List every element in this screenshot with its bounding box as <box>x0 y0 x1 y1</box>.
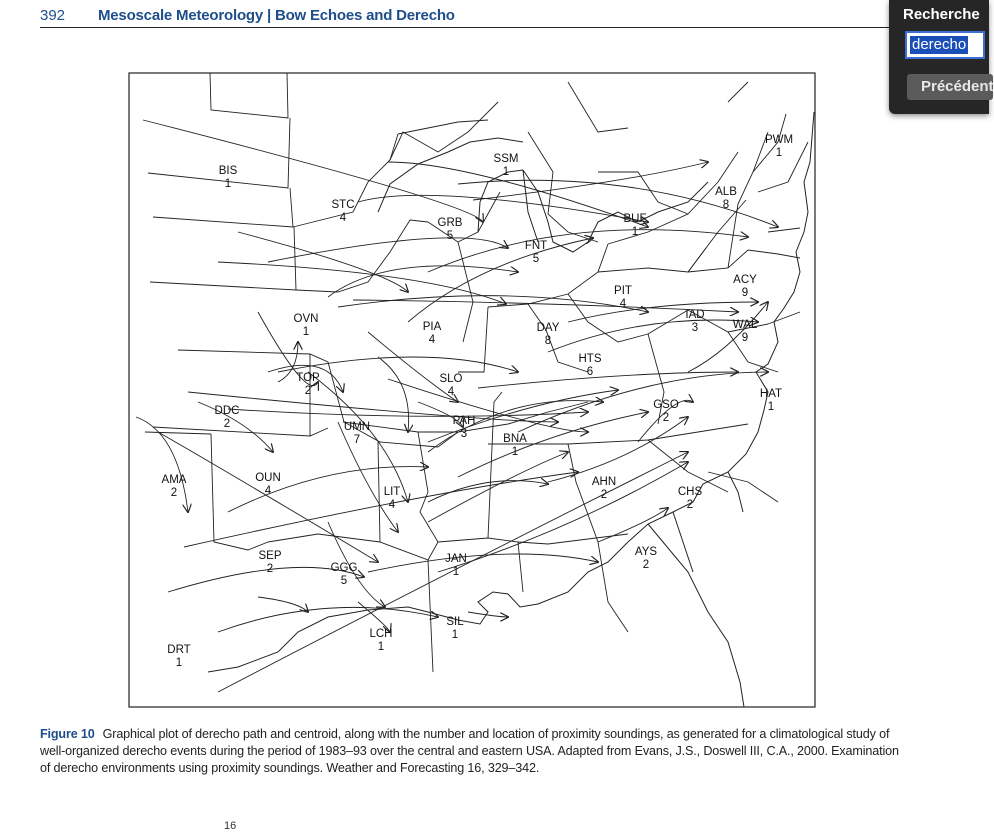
station-name: AYS <box>634 546 658 558</box>
station-name: PIA <box>422 321 442 333</box>
station-name: LCH <box>369 628 393 640</box>
station-name: AHN <box>591 476 617 488</box>
search-query: derecho <box>912 36 967 53</box>
station-name: DRT <box>167 644 191 656</box>
station-count: 1 <box>224 178 232 190</box>
search-input[interactable] <box>905 31 985 59</box>
station-count: 2 <box>304 385 312 397</box>
station-name: BNA <box>503 433 527 445</box>
station-name: AMA <box>161 474 187 486</box>
station-name: HTS <box>578 353 602 365</box>
station-name: PAH <box>452 415 476 427</box>
station-name: LIT <box>383 486 401 498</box>
station-count: 4 <box>264 485 272 497</box>
station-name: GSO <box>653 399 679 411</box>
station-count: 2 <box>642 559 650 571</box>
station-name: BUF <box>623 213 647 225</box>
header-rule <box>40 27 985 28</box>
station-name: HAT <box>759 388 783 400</box>
station-name: SLO <box>439 373 463 385</box>
station-name: GRB <box>437 217 463 229</box>
page-footer-fragment: 16 <box>224 820 237 832</box>
station-name: DDC <box>214 405 240 417</box>
station-count: 2 <box>223 418 231 430</box>
station-count: 2 <box>600 489 608 501</box>
station-count: 2 <box>266 563 274 575</box>
station-count: 5 <box>446 230 454 242</box>
running-title: Mesoscale Meteorology | Bow Echoes and Derecho <box>98 7 455 24</box>
derecho-map <box>128 72 816 708</box>
station-name: OVN <box>293 313 319 325</box>
station-name: IAD <box>685 309 705 321</box>
find-panel <box>889 0 994 114</box>
station-count: 1 <box>631 226 639 238</box>
station-count: 4 <box>447 386 455 398</box>
figure-caption-text: Graphical plot of derecho path and centroid, along with the number and location of proximity soundings, as generated for a climatological study of well-organized derecho events during the period of 1983–93 over the central and eastern USA. Adapted from Evans, J.S., Doswell III, C.A., 2000. Examination of derecho environments using proximity soundings. Weather and Forecasting 16, 329–342. <box>40 727 899 775</box>
station-name: GGG <box>330 562 358 574</box>
station-count: 5 <box>532 253 540 265</box>
station-name: STC <box>331 199 355 211</box>
station-name: ALB <box>715 186 737 198</box>
derecho-map-figure <box>128 72 816 708</box>
station-count: 8 <box>722 199 730 211</box>
station-count: 4 <box>388 499 396 511</box>
station-count: 1 <box>175 657 183 669</box>
station-count: 2 <box>170 487 178 499</box>
figure-caption <box>40 726 910 777</box>
station-count: 4 <box>619 298 627 310</box>
station-count: 1 <box>767 401 775 413</box>
station-name: SEP <box>258 550 282 562</box>
station-count: 5 <box>340 575 348 587</box>
station-count: 7 <box>353 434 361 446</box>
station-name: UMN <box>343 421 371 433</box>
station-count: 1 <box>511 446 519 458</box>
station-count: 1 <box>377 641 385 653</box>
station-count: 2 <box>686 499 694 511</box>
station-name: PWM <box>764 134 794 146</box>
station-name: ACY <box>733 274 757 286</box>
figure-label: Figure 10 <box>40 727 95 741</box>
station-name: CHS <box>677 486 703 498</box>
station-count: 1 <box>502 166 510 178</box>
station-count: 1 <box>302 326 310 338</box>
station-name: SSM <box>493 153 519 165</box>
station-name: WAL <box>732 319 758 331</box>
station-count: 4 <box>428 334 436 346</box>
station-count: 9 <box>741 287 749 299</box>
station-name: BIS <box>218 165 238 177</box>
page-number: 392 <box>40 7 66 24</box>
station-count: 1 <box>775 147 783 159</box>
station-count: 8 <box>544 335 552 347</box>
station-name: FNT <box>524 240 548 252</box>
station-count: 1 <box>452 566 460 578</box>
station-name: TOP <box>296 372 320 384</box>
station-count: 4 <box>339 212 347 224</box>
station-name: SIL <box>446 616 464 628</box>
station-count: 3 <box>691 322 699 334</box>
station-count: 9 <box>741 332 749 344</box>
station-name: OUN <box>255 472 281 484</box>
page-header <box>40 6 985 26</box>
station-name: PIT <box>614 285 632 297</box>
station-name: DAY <box>536 322 560 334</box>
station-count: 3 <box>460 428 468 440</box>
station-count: 2 <box>662 412 670 424</box>
previous-result-button[interactable]: Précédent <box>907 74 993 100</box>
find-panel-title: Recherche <box>903 6 980 23</box>
station-count: 6 <box>586 366 594 378</box>
station-name: JAN <box>445 553 467 565</box>
station-count: 1 <box>451 629 459 641</box>
